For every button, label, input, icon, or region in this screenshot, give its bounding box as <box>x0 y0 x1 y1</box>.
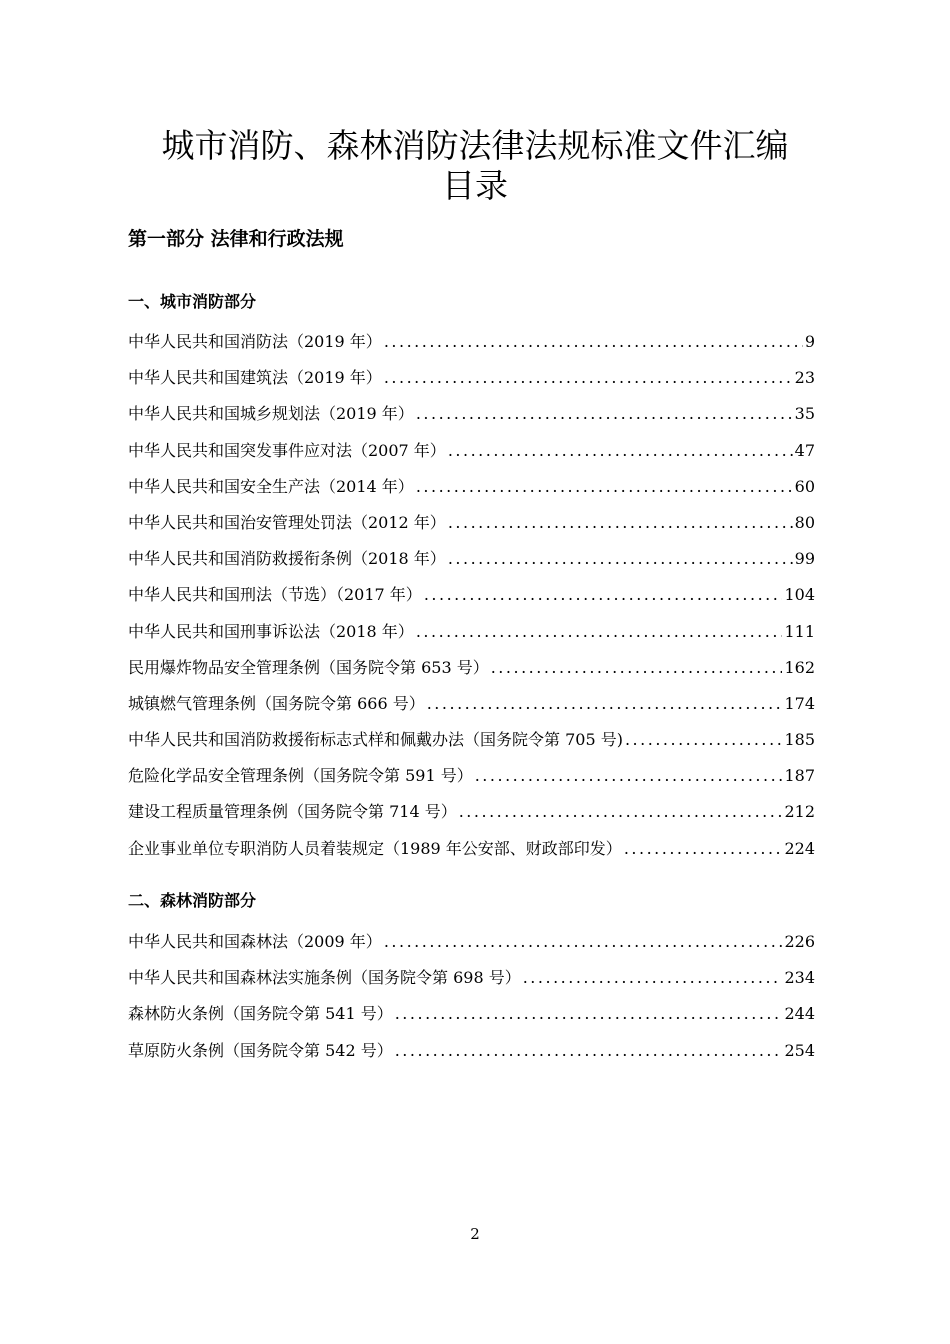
toc-leader-dots <box>625 728 782 752</box>
toc-entry[interactable] <box>128 366 815 402</box>
toc-entry[interactable] <box>128 656 815 692</box>
toc-entry-title: 中华人民共和国消防救援衔条例（2018 年） <box>128 549 446 569</box>
toc-entry-page: 9 <box>804 332 815 351</box>
toc-leader-dots <box>416 402 793 426</box>
toc-leader-dots <box>448 511 793 535</box>
toc-entry-page: 244 <box>784 1004 815 1024</box>
section-heading-forest: 二、森林消防部分 <box>128 891 257 910</box>
toc-leader-dots <box>424 583 783 607</box>
toc-entry-page: 234 <box>784 968 815 988</box>
toc-entry[interactable] <box>128 764 815 800</box>
toc-entry-title: 草原防火条例（国务院令第 542 号） <box>128 1040 393 1060</box>
toc-entry-page: 35 <box>794 404 815 424</box>
toc-entry-title: 中华人民共和国治安管理处罚法（2012 年） <box>128 512 446 532</box>
section-heading-urban: 一、城市消防部分 <box>128 292 257 311</box>
toc-entry-title: 中华人民共和国建筑法（2019 年） <box>128 368 382 388</box>
page-number: 2 <box>470 1225 480 1243</box>
toc-entry[interactable] <box>128 439 815 475</box>
toc-entry[interactable] <box>128 330 815 366</box>
toc-entry-page: 226 <box>784 932 815 951</box>
toc-entry-page: 111 <box>784 621 815 641</box>
toc-entry-page: 174 <box>784 693 815 713</box>
toc-leader-dots <box>427 692 783 716</box>
toc-leader-dots <box>448 439 793 463</box>
toc-entry-title: 城镇燃气管理条例（国务院令第 666 号） <box>128 693 425 713</box>
toc-entry[interactable] <box>128 475 815 511</box>
toc-entry[interactable] <box>128 930 815 966</box>
toc-entry-title: 中华人民共和国消防法（2019 年） <box>128 332 382 351</box>
toc-entry[interactable] <box>128 966 815 1002</box>
toc-leader-dots <box>416 475 793 499</box>
toc-leader-dots <box>523 966 783 990</box>
toc-list-urban <box>128 330 815 873</box>
toc-entry[interactable] <box>128 511 815 547</box>
toc-entry-title: 建设工程质量管理条例（国务院令第 714 号） <box>128 802 457 822</box>
toc-entry[interactable] <box>128 402 815 438</box>
toc-leader-dots <box>624 837 783 861</box>
toc-entry-title: 中华人民共和国突发事件应对法（2007 年） <box>128 440 446 460</box>
toc-entry-page: 104 <box>784 585 815 605</box>
toc-entry-page: 162 <box>784 657 815 677</box>
toc-leader-dots <box>416 620 783 644</box>
toc-leader-dots <box>384 366 793 390</box>
toc-entry[interactable] <box>128 692 815 728</box>
toc-entry[interactable] <box>128 728 815 764</box>
toc-entry-title: 中华人民共和国刑法（节选）（2017 年） <box>128 585 422 605</box>
toc-leader-dots <box>384 930 783 954</box>
toc-entry-title: 企业事业单位专职消防人员着装规定（1989 年公安部、财政部印发） <box>128 838 622 858</box>
toc-leader-dots <box>448 547 793 571</box>
toc-entry-page: 99 <box>794 549 815 569</box>
toc-list-forest <box>128 930 815 1075</box>
toc-entry-page: 187 <box>784 766 815 786</box>
toc-leader-dots <box>475 764 783 788</box>
toc-entry-title: 中华人民共和国消防救援衔标志式样和佩戴办法（国务院令第 705 号) <box>128 730 623 750</box>
toc-entry-page: 212 <box>784 802 815 822</box>
toc-leader-dots <box>459 800 783 824</box>
toc-entry-page: 224 <box>784 838 815 858</box>
toc-entry[interactable] <box>128 837 815 873</box>
toc-entry[interactable] <box>128 583 815 619</box>
toc-entry[interactable] <box>128 800 815 836</box>
toc-entry-title: 森林防火条例（国务院令第 541 号） <box>128 1004 393 1024</box>
toc-entry-title: 中华人民共和国森林法（2009 年） <box>128 932 382 951</box>
toc-entry-title: 危险化学品安全管理条例（国务院令第 591 号） <box>128 766 473 786</box>
toc-entry-page: 47 <box>794 440 815 460</box>
document-title: 城市消防、森林消防法律法规标准文件汇编 <box>161 126 789 165</box>
toc-entry-page: 80 <box>794 512 815 532</box>
toc-leader-dots <box>395 1002 783 1026</box>
toc-entry-page: 60 <box>794 476 815 496</box>
toc-entry-title: 中华人民共和国城乡规划法（2019 年） <box>128 404 414 424</box>
toc-entry-page: 23 <box>794 368 815 388</box>
toc-entry[interactable] <box>128 547 815 583</box>
toc-entry-title: 中华人民共和国森林法实施条例（国务院令第 698 号） <box>128 968 521 988</box>
toc-entry-page: 185 <box>784 730 815 750</box>
toc-entry[interactable] <box>128 620 815 656</box>
toc-entry[interactable] <box>128 1002 815 1038</box>
toc-entry[interactable] <box>128 1039 815 1075</box>
toc-entry-title: 民用爆炸物品安全管理条例（国务院令第 653 号） <box>128 657 489 677</box>
toc-leader-dots <box>395 1039 783 1063</box>
toc-entry-page: 254 <box>784 1040 815 1060</box>
toc-entry-title: 中华人民共和国安全生产法（2014 年） <box>128 476 414 496</box>
toc-leader-dots <box>491 656 783 680</box>
toc-entry-title: 中华人民共和国刑事诉讼法（2018 年） <box>128 621 414 641</box>
toc-leader-dots <box>384 330 803 354</box>
part-heading: 第一部分 法律和行政法规 <box>128 228 344 250</box>
document-subtitle: 目录 <box>442 166 508 205</box>
